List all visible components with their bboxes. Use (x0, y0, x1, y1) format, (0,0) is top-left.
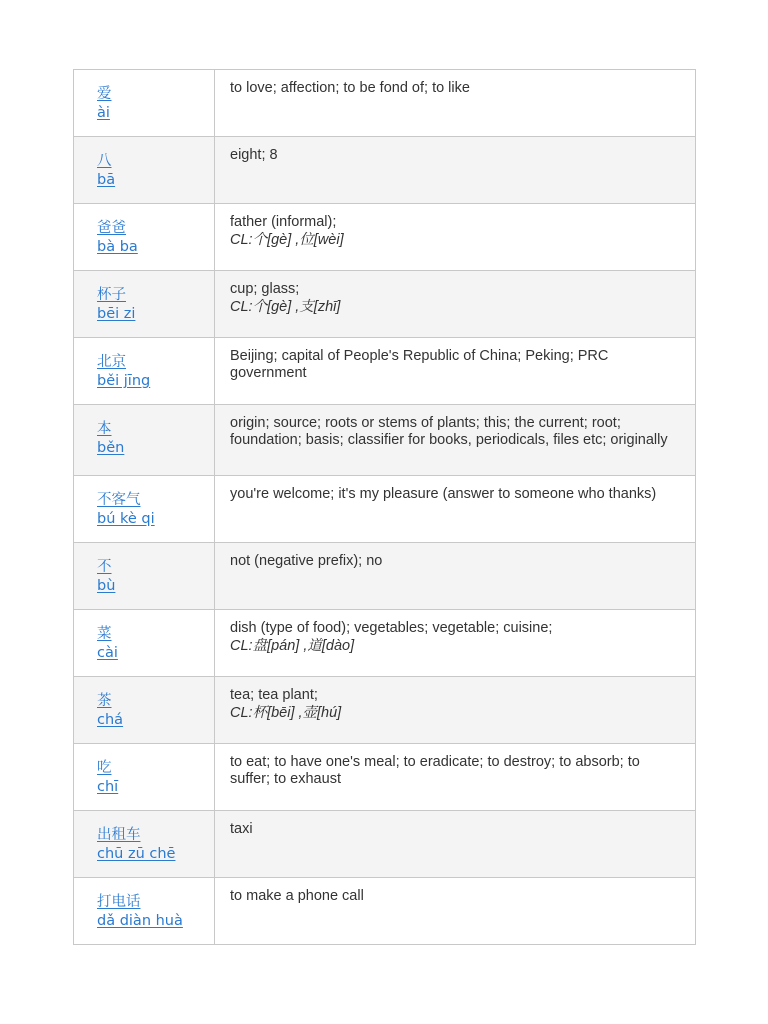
definition-text: taxi (230, 821, 253, 837)
pinyin-link[interactable]: bā (97, 172, 116, 188)
table-row (74, 744, 696, 811)
hanzi-link[interactable]: 打电话 (97, 894, 141, 910)
pinyin-link[interactable]: chá (97, 712, 124, 728)
definition-text: eight; 8 (230, 147, 278, 163)
table-row (74, 271, 696, 338)
pinyin-link[interactable]: bēi zi (97, 306, 136, 322)
table-row (74, 338, 696, 405)
definition-text: to eat; to have one's meal; to eradicate; to destroy; to absorb; to suffer; to exhaust (230, 754, 640, 787)
pinyin-link[interactable]: chī (97, 779, 119, 795)
definition-cell (215, 677, 696, 744)
classifier-text: CL:盘[pán] ,道[dào] (230, 638, 355, 654)
pinyin-link[interactable]: chū zū chē (97, 846, 176, 862)
word-cell (74, 405, 215, 476)
classifier-text: CL:个[gè] ,支[zhī] (230, 299, 341, 315)
definition-cell (215, 405, 696, 476)
hanzi-link[interactable]: 爱 (97, 86, 112, 102)
table-row (74, 610, 696, 677)
table-row (74, 878, 696, 945)
word-cell (74, 543, 215, 610)
pinyin-link[interactable]: cài (97, 645, 118, 661)
hanzi-link[interactable]: 不客气 (97, 492, 141, 508)
definition-cell (215, 476, 696, 543)
table-row (74, 70, 696, 137)
definition-text: cup; glass; (230, 281, 300, 297)
definition-text: tea; tea plant; (230, 687, 318, 703)
hanzi-link[interactable]: 爸爸 (97, 220, 126, 236)
vocabulary-table (73, 69, 696, 945)
pinyin-link[interactable]: bù (97, 578, 116, 594)
word-cell (74, 137, 215, 204)
definition-cell (215, 338, 696, 405)
word-cell (74, 271, 215, 338)
hanzi-link[interactable]: 八 (97, 153, 112, 169)
pinyin-link[interactable]: bà ba (97, 239, 138, 255)
definition-cell (215, 543, 696, 610)
table-row (74, 405, 696, 476)
table-row (74, 677, 696, 744)
word-cell (74, 744, 215, 811)
definition-cell (215, 744, 696, 811)
word-cell (74, 476, 215, 543)
definition-cell (215, 811, 696, 878)
definition-text: father (informal); (230, 214, 337, 230)
definition-text: origin; source; roots or stems of plants; this; the current; root; foundation; basis; classifier for books, periodicals, files etc; originally (230, 415, 668, 448)
definition-text: Beijing; capital of People's Republic of China; Peking; PRC government (230, 348, 609, 381)
hanzi-link[interactable]: 北京 (97, 354, 126, 370)
table-row (74, 476, 696, 543)
pinyin-link[interactable]: ài (97, 105, 110, 121)
definition-cell (215, 70, 696, 137)
word-cell (74, 338, 215, 405)
definition-cell (215, 878, 696, 945)
table-row (74, 137, 696, 204)
word-cell (74, 610, 215, 677)
definition-cell (215, 610, 696, 677)
classifier-text: CL:杯[bēi] ,壶[hú] (230, 705, 342, 721)
hanzi-link[interactable]: 不 (97, 559, 112, 575)
word-cell (74, 677, 215, 744)
pinyin-link[interactable]: dǎ diàn huà (97, 913, 183, 929)
hanzi-link[interactable]: 杯子 (97, 287, 126, 303)
word-cell (74, 878, 215, 945)
hanzi-link[interactable]: 本 (97, 421, 112, 437)
hanzi-link[interactable]: 出租车 (97, 827, 141, 843)
pinyin-link[interactable]: bú kè qi (97, 511, 155, 527)
word-cell (74, 70, 215, 137)
definition-text: you're welcome; it's my pleasure (answer to someone who thanks) (230, 486, 657, 502)
pinyin-link[interactable]: běi jīng (97, 373, 151, 389)
definition-cell (215, 271, 696, 338)
hanzi-link[interactable]: 菜 (97, 626, 112, 642)
definition-text: to love; affection; to be fond of; to like (230, 80, 470, 96)
word-cell (74, 204, 215, 271)
definition-cell (215, 137, 696, 204)
pinyin-link[interactable]: běn (97, 440, 125, 456)
classifier-text: CL:个[gè] ,位[wèi] (230, 232, 344, 248)
definition-cell (215, 204, 696, 271)
definition-text: to make a phone call (230, 888, 364, 904)
table-row (74, 811, 696, 878)
hanzi-link[interactable]: 茶 (97, 693, 112, 709)
definition-text: dish (type of food); vegetables; vegetable; cuisine; (230, 620, 553, 636)
hanzi-link[interactable]: 吃 (97, 760, 112, 776)
table-row (74, 543, 696, 610)
definition-text: not (negative prefix); no (230, 553, 383, 569)
word-cell (74, 811, 215, 878)
table-row (74, 204, 696, 271)
